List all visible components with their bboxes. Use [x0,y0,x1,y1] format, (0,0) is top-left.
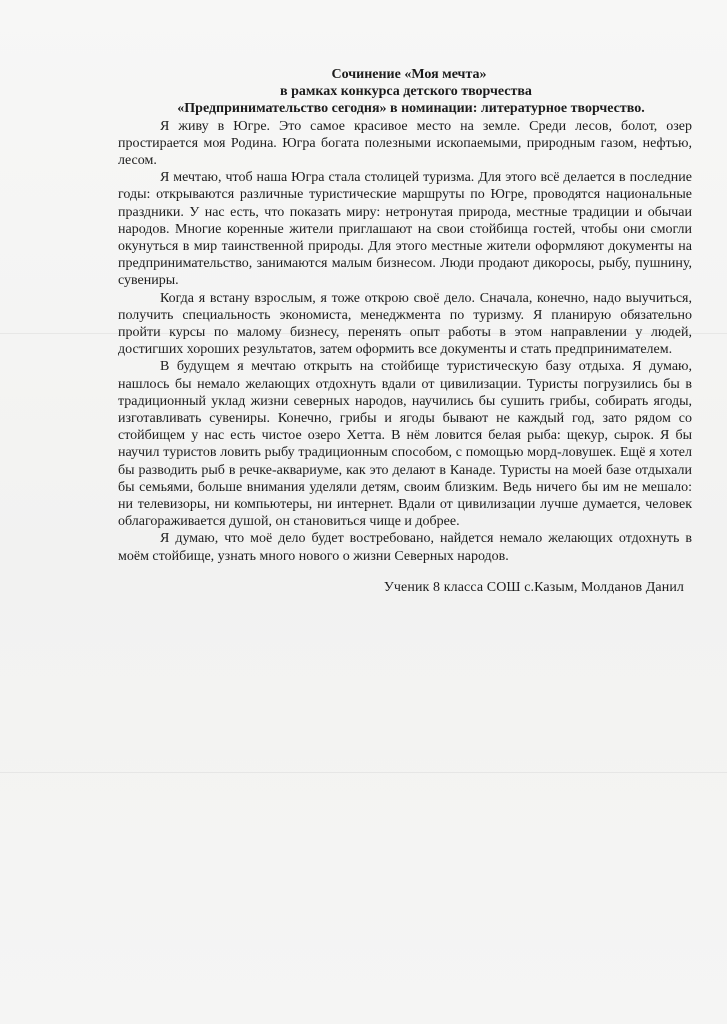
paragraph-5: Я думаю, что моё дело будет востребовано, найдется немало желающих отдохнуть в моём стойбище, узнать много нового о жизни Северных народов. [118,531,692,564]
essay-title: Сочинение «Моя мечта» [331,67,487,82]
paper-fold-line [0,772,727,773]
paragraph-4: В будущем я мечтаю открыть на стойбище туристическую базу отдыха. Я думаю, нашлось бы немало желающих отдохнуть вдали от цивилизации. Туристы погрузились бы в традиционный уклад жизни северных народов, научились бы сушить грибы, собирать ягоды, изготавливать сувениры. Конечно, грибы и ягоды бывают не каждый год, зато рядом со стойбищем у нас есть чистое озеро Хетта. В нём ловится белая рыба: щекур, сырок. Я бы научил туристов ловить рыбу традиционным способом, с помощью морд-ловушек. Ещё я хотел бы разводить рыб в речке-аквариуме, как это делают в Канаде. Туристы на моей базе отдыхали бы семьями, больше внимания уделяли детям, своим близким. Ведь ничего бы им не мешало: ни телевизоры, ни компьютеры, ни интернет. Вдали от цивилизации лучше думается, человек облагораживается душой, он становиться чище и добрее. [118,359,692,530]
paragraph-2: Я мечтаю, чтоб наша Югра стала столицей туризма. Для этого всё делается в последние годы: открываются различные туристические маршруты по Югре, проводятся национальные праздники. У нас есть, что показать миру: нетронутая природа, местные традиции и обычаи народов. Многие коренные жители приглашают на свои стойбища гостей, чтобы они смогли окунуться в мир таинственной природы. Для этого местные жители оформляют документы на предпринимательство, занимаются малым бизнесом. Люди продают дикоросы, рыбу, пушнину, сувениры. [118,170,692,289]
author-signature: Ученик 8 класса СОШ с.Казым, Молданов Данил [383,579,684,595]
paragraph-1: Я живу в Югре. Это самое красивое место на земле. Среди лесов, болот, озер простирается моя Родина. Югра богата полезными ископаемыми, природным газом, нефтью, лесом. [118,118,692,169]
essay-subtitle: в рамках конкурса детского творчества [280,84,532,100]
paragraph-3: Когда я встану взрослым, я тоже открою своё дело. Сначала, конечно, надо выучиться, получить специальность экономиста, менеджмента по туризму. Я планирую обязательно пройти курсы по малому бизнесу, перенять опыт работы в этом направлении у людей, достигших хороших результатов, затем оформить все документы и стать предпринимателем. [118,290,692,358]
essay-nomination: «Предпринимательство сегодня» в номинации: литературное творчество. [177,101,645,117]
essay-document [118,66,692,596]
